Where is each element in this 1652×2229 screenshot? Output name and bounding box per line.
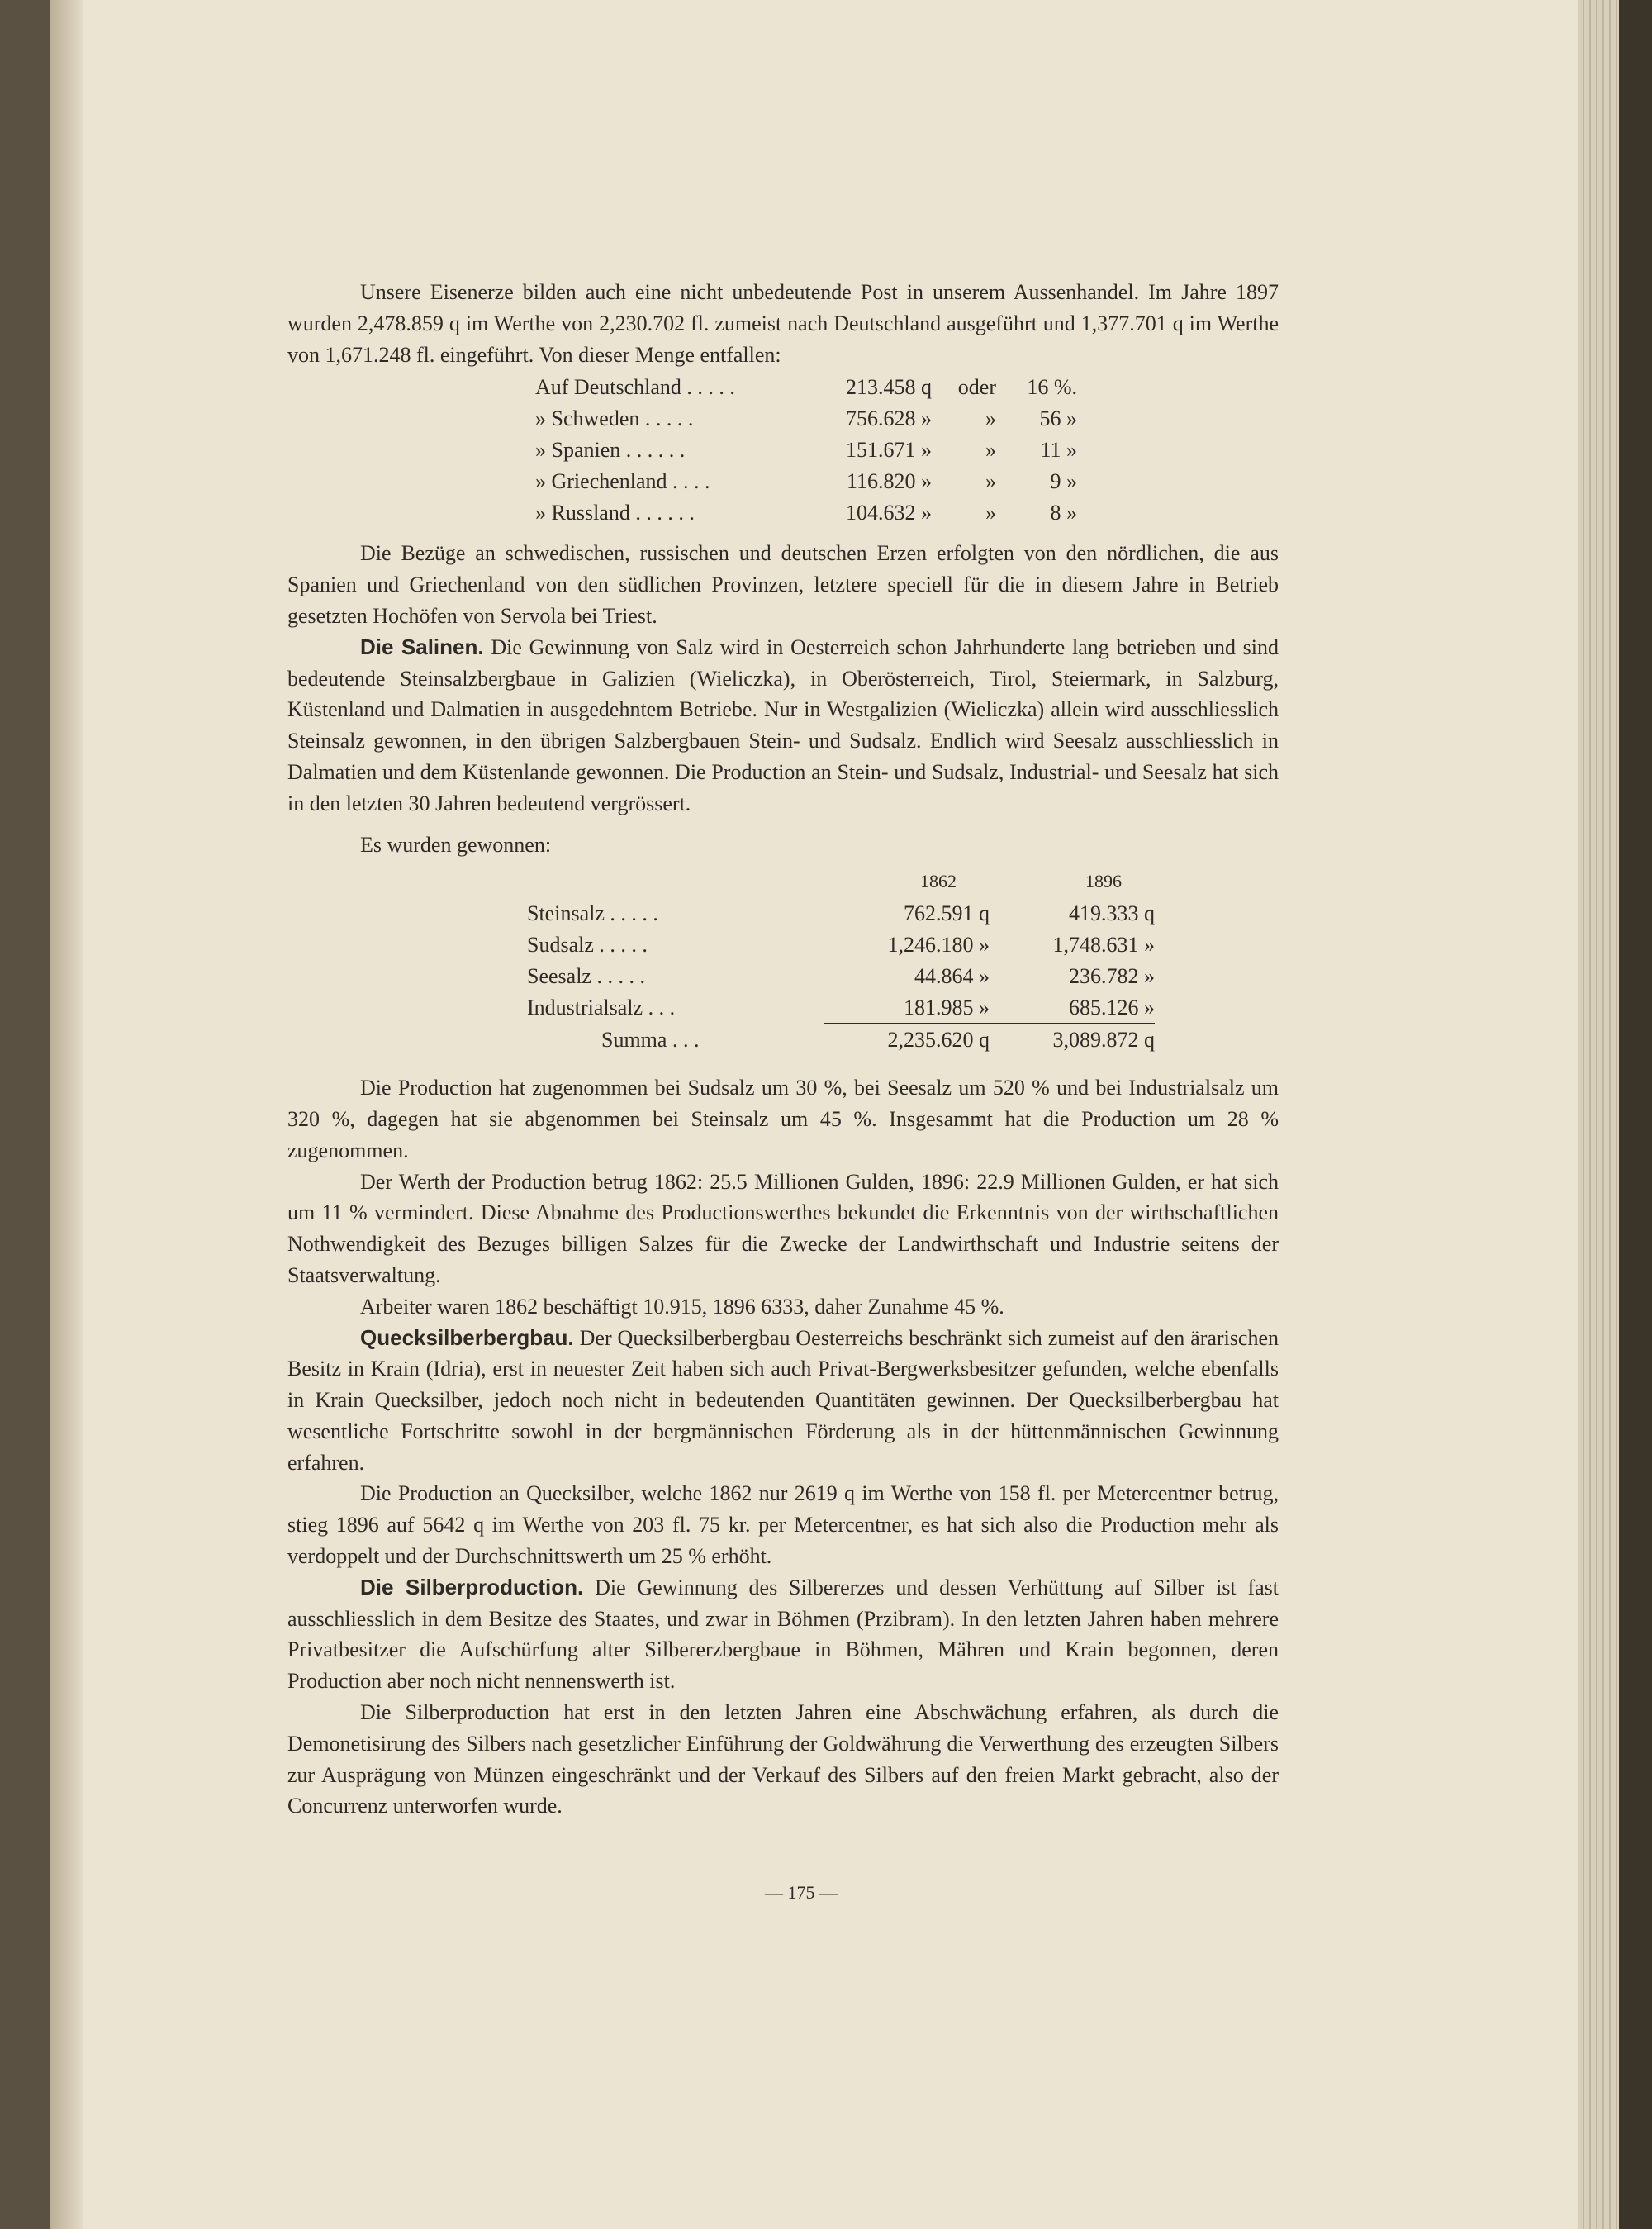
- salt-row: [527, 898, 1155, 929]
- export-percent: 11 »: [1040, 437, 1077, 462]
- salinen-text: Die Gewinnung von Salz wird in Oesterreich schon Jahrhunderte lang betrieben und sind bedeutende Steinsalzbergbaue in Galizien (Wieliczka), in Oberösterreich, Tirol, Steiermark, in Salzburg, Küstenland und Dalmatien in ausgedehntem Betriebe. Nur in Westgalizien (Wieliczka) allein wird ausschliesslich Steinsalz gewonnen, in den übrigen Salzbergbauen Stein- und Sudsalz. Endlich wird Seesalz ausschliesslich in Dalmatien und dem Küstenlande gewonnen. Die Production an Stein- und Sudsalz, Industrial- und Seesalz hat sich in den letzten 30 Jahren bedeutend vergrössert.: [287, 634, 1279, 815]
- heading-quecksilber: Quecksilberbergbau.: [360, 1324, 574, 1350]
- silber-text: Die Gewinnung des Silbererzes und dessen Verhüttung auf Silber ist fast ausschliesslich in dem Besitze des Staates, und zwar in Böhmen (Przibram). In den letzten Jahren haben mehrere Privatbesitzer die Aufschürfung alter Silbererzbergbaue in Böhmen, Mähren und Krain begonnen, deren Production aber noch nicht nennenswerth ist.: [287, 1575, 1279, 1694]
- value-1896: 236.782 »: [1069, 963, 1155, 988]
- country-name: » Schweden . . . . .: [535, 406, 694, 431]
- paragraph-bezuege: Die Bezüge an schwedischen, russischen und deutschen Erzen erfolgten von den nördlichen, die aus Spanien und Griechenland von den südlichen Provinzen, letztere speciell für die in diesem Jahre in Betrieb gesetzten Hochöfen von Servola bei Triest.: [287, 541, 1279, 628]
- sum-label: Summa . . .: [601, 1027, 700, 1052]
- paragraph-werth: Der Werth der Production betrug 1862: 25.5 Millionen Gulden, 1896: 22.9 Millionen Gulden, er hat sich um 11 % vermindert. Diese Abnahme des Productionswerthes bekundet die Erkenntnis von der wirthschaftlichen Nothwendigkeit des Bezuges billigen Salzes für die Zwecke der Landwirthschaft und Industrie seitens der Staatsverwaltung.: [287, 1169, 1279, 1287]
- export-joiner: »: [985, 437, 996, 462]
- salt-type: Steinsalz . . . . .: [527, 901, 658, 926]
- paragraph-silber: [287, 1572, 1279, 1697]
- paragraph-gewonnen: Es wurden gewonnen:: [360, 832, 552, 857]
- value-1862: 44.864 »: [914, 963, 990, 988]
- value-1862: 181.985 »: [904, 995, 990, 1019]
- sum-1862: 2,235.620 q: [824, 1024, 990, 1056]
- year-1862: 1862: [920, 871, 957, 892]
- salt-row: [527, 929, 1155, 961]
- paragraph-salinen: [287, 632, 1279, 820]
- paragraph-silber-decline: Die Silberproduction hat erst in den letzten Jahren eine Abschwächung erfahren, als durch die Demonetisirung des Silbers nach gesetzlicher Einführung der Goldwährung die Verwerthung des erzeugten Silbers zur Ausprägung von Münzen eingeschränkt und der Verkauf des Silbers auf den freien Markt gebracht, also der Concurrenz unterworfen wurde.: [287, 1700, 1279, 1818]
- country-name: Auf Deutschland . . . . .: [535, 375, 735, 400]
- quecksilber-text: Der Quecksilberbergbau Oesterreichs beschränkt sich zumeist auf den ärarischen Besitz in Krain (Idria), erst in neuester Zeit haben sich auch Privat-Bergwerksbesitzer gefunden, welche ebenfalls in Krain Quecksilber, jedoch noch nicht in bedeutenden Quantitäten gewinnen. Der Quecksilberbergbau hat wesentliche Fortschritte sowohl in der bergmännischen Förderung als in der hüttenmännischen Gewinnung erfahren.: [287, 1325, 1279, 1475]
- salt-type: Seesalz . . . . .: [527, 963, 645, 988]
- paragraph-eisenerze: Unsere Eisenerze bilden auch eine nicht unbedeutende Post in unserem Aussenhandel. Im Jahre 1897 wurden 2,478.859 q im Werthe von 2,230.702 fl. zumeist nach Deutschland ausgeführt und 1,377.701 q im Werthe von 1,671.248 fl. eingeführt. Von dieser Menge entfallen:: [287, 280, 1279, 367]
- export-percent: 8 »: [1050, 500, 1077, 525]
- value-1896: 1,748.631 »: [1052, 932, 1155, 957]
- export-row: [535, 497, 1077, 529]
- value-1862: 762.591 q: [904, 901, 990, 926]
- country-name: » Russland . . . . . .: [535, 500, 695, 525]
- heading-silber: Die Silberproduction.: [360, 1574, 584, 1599]
- value-1896: 419.333 q: [1069, 901, 1155, 926]
- salt-row: [527, 961, 1155, 992]
- export-amount: 116.820 »: [846, 468, 932, 493]
- salt-type: Sudsalz . . . . .: [527, 932, 648, 957]
- salt-row: [527, 992, 1155, 1024]
- page-body: [287, 277, 1279, 1822]
- page-number: — 175 —: [765, 1882, 838, 1903]
- sum-1896: 3,089.872 q: [990, 1024, 1155, 1056]
- paragraph-production-change: Die Production hat zugenommen bei Sudsalz um 30 %, bei Seesalz um 520 % und bei Industrialsalz um 320 %, dagegen hat sie abgenommen bei Steinsalz um 45 %. Insgesammt hat die Production um 28 % zugenommen.: [287, 1076, 1279, 1162]
- page-fold-shadow: [50, 0, 83, 2229]
- export-joiner: »: [985, 406, 996, 431]
- paragraph-arbeiter: Arbeiter waren 1862 beschäftigt 10.915, 1896 6333, daher Zunahme 45 %.: [360, 1294, 1004, 1319]
- salt-production-table: [527, 865, 1155, 1056]
- paragraph-quecksilber-production: Die Production an Quecksilber, welche 1862 nur 2619 q im Werthe von 158 fl. per Metercentner betrug, stieg 1896 auf 5642 q im Werthe von 203 fl. 75 kr. per Metercentner, es hat sich also die Production mehr als verdoppelt und der Durchschnittswerth um 25 % erhöht.: [287, 1481, 1279, 1569]
- export-row: [535, 466, 1077, 497]
- value-1896: 685.126 »: [1069, 995, 1155, 1019]
- salt-type: Industrialsalz . . .: [527, 996, 676, 1020]
- export-joiner: oder: [957, 375, 996, 400]
- paragraph-quecksilber: [287, 1323, 1279, 1479]
- book-cover-edge: [1619, 0, 1652, 2229]
- export-joiner: »: [985, 468, 996, 493]
- export-row: [535, 403, 1077, 435]
- sum-row: [527, 1024, 1155, 1056]
- year-header-row: [527, 865, 1155, 898]
- export-amount: 104.632 »: [846, 500, 932, 525]
- export-percent: 16 %.: [1027, 375, 1077, 400]
- export-table: [535, 372, 1077, 528]
- export-row: [535, 435, 1077, 466]
- export-row: [535, 372, 1077, 403]
- year-1896: 1896: [1085, 871, 1122, 892]
- export-percent: 9 »: [1050, 468, 1077, 493]
- country-name: » Griechenland . . . .: [535, 468, 710, 493]
- heading-salinen: Die Salinen.: [360, 634, 484, 659]
- export-amount: 213.458 q: [846, 375, 932, 400]
- export-amount: 756.628 »: [846, 406, 932, 431]
- export-amount: 151.671 »: [846, 437, 932, 462]
- export-joiner: »: [985, 500, 996, 525]
- value-1862: 1,246.180 »: [887, 932, 990, 957]
- country-name: » Spanien . . . . . .: [535, 437, 686, 462]
- export-percent: 56 »: [1039, 406, 1077, 431]
